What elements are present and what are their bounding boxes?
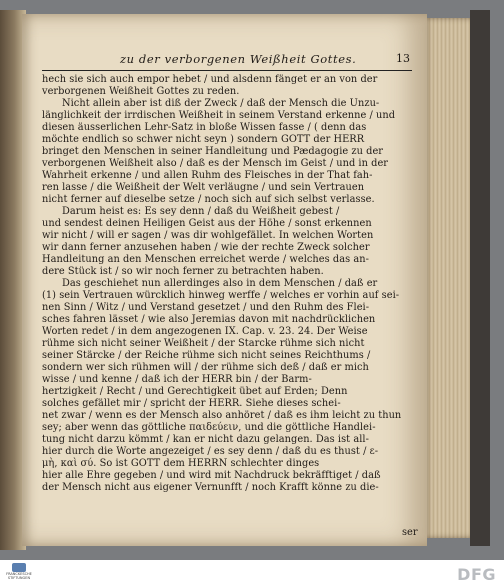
text-line: wisse / und kenne / daß ich der HERR bin / der Barm- (42, 374, 312, 385)
text-line: nen Sinn / Witz / und Verstand gesetzet / und den Ruhm des Flei- (42, 302, 370, 313)
text-line: wir dann ferner anzusehen haben / wie der rechte Zweck solcher (42, 242, 370, 253)
text-line: verborgenen Weißheit Gottes zu reden. (42, 86, 240, 97)
running-head-title: zu der verborgenen Weißheit Gottes. (120, 52, 357, 66)
text-line: der Mensch nicht aus eigener Vernunfft / noch Krafft könne zu die- (42, 482, 379, 493)
text-line: Handleitung an den Menschen erreichet werde / welches das an- (42, 254, 369, 265)
text-line: seiner Stärcke / der Reiche rühme sich nicht seines Reichthums / (42, 350, 371, 361)
text-line: net zwar / wenn es der Mensch also anhöret / daß es ihm leicht zu thun (42, 410, 402, 421)
text-line: verborgenen Weißheit also / daß es der Mensch im Geist / und in der (42, 158, 389, 169)
library-logo[interactable] (4, 563, 34, 585)
text-line: hech sie sich auch empor hebet / und alsdenn fänget er an von der (42, 74, 378, 85)
text-line: Nicht allein aber ist diß der Zweck / daß der Mensch die Unzu- (62, 98, 380, 109)
text-line: (1) sein Vertrauen würcklich hinweg werffe / welches er vorhin auf sei- (42, 290, 400, 301)
page-number: 13 (396, 52, 410, 65)
text-line: solches gefället mir / spricht der HERR. Siehe dieses schei- (42, 398, 341, 409)
text-line: Wahrheit erkenne / und allen Ruhm des Fleisches in der That fah- (42, 170, 373, 181)
text-line: länglichkeit der irrdischen Weißheit in seinem Verstand erkenne / und (42, 110, 396, 121)
text-line: bringet den Menschen in seiner Handleitung und Pædagogie zu der (42, 146, 384, 157)
text-line: rühme sich nicht seiner Weißheit / der Starcke rühme sich nicht (42, 338, 365, 349)
text-line: sondern wer sich rühmen will / der rühme sich deß / daß er mich (42, 362, 369, 373)
text-line: diesen äusserlichen Lehr-Satz in bloße Wissen fasse / ( denn das (42, 122, 367, 133)
running-header (42, 52, 412, 71)
text-line: dere Stück ist / so wir noch ferner zu betrachten haben. (42, 266, 324, 277)
library-logo-label: FRANCKESCHE STIFTUNGEN (6, 572, 32, 580)
text-line: Darum heist es: Es sey denn / daß du Weißheit gebest / (62, 206, 340, 217)
dfg-logo[interactable]: DFG (457, 565, 496, 584)
text-line: nicht ferner auf dieselbe setze / noch sich auf sich selbst verlasse. (42, 194, 375, 205)
text-line: μὴ, καὶ σύ. So ist GOTT dem HERRN schlechter dinges (42, 458, 320, 469)
text-line: hier durch die Worte angezeiget / es sey denn / daß du es thust / ε- (42, 446, 379, 457)
viewer-footer (0, 560, 504, 588)
catchword: ser (402, 527, 418, 538)
text-line: Worten redet / in dem angezogenen IX. Cap. v. 23. 24. Der Weise (42, 326, 368, 337)
text-line: Das geschiehet nun allerdinges also in dem Menschen / daß er (62, 278, 378, 289)
text-line: ren lasse / die Weißheit der Welt verläugne / und sein Vertrauen (42, 182, 365, 193)
text-line: hier alle Ehre gegeben / und wird mit Nachdruck bekräfftiget / daß (42, 470, 381, 481)
text-line: möchte endlich so schwer nicht seyn ) sondern GOTT der HERR (42, 134, 365, 145)
franckesche-stiftungen-emblem-icon (12, 563, 26, 572)
text-line: und sendest deinen Heiligen Geist aus der Höhe / sonst erkennen (42, 218, 372, 229)
text-line: tung nicht darzu kömmt / kan er nicht dazu gelangen. Das ist all- (42, 434, 369, 445)
text-line: hertzigkeit / Recht / und Gerechtigkeit übet auf Erden; Denn (42, 386, 348, 397)
text-line: sey; aber wenn das göttliche παιδεύειν, und die göttliche Handlei- (42, 422, 376, 433)
text-line: wir nicht / will er sagen / was dir wohlgefället. In welchen Worten (42, 230, 374, 241)
page-body-text (42, 74, 420, 494)
text-line: sches fahren lässet / wie also Jeremias davon mit nachdrücklichen (42, 314, 376, 325)
book-cover (470, 10, 490, 546)
